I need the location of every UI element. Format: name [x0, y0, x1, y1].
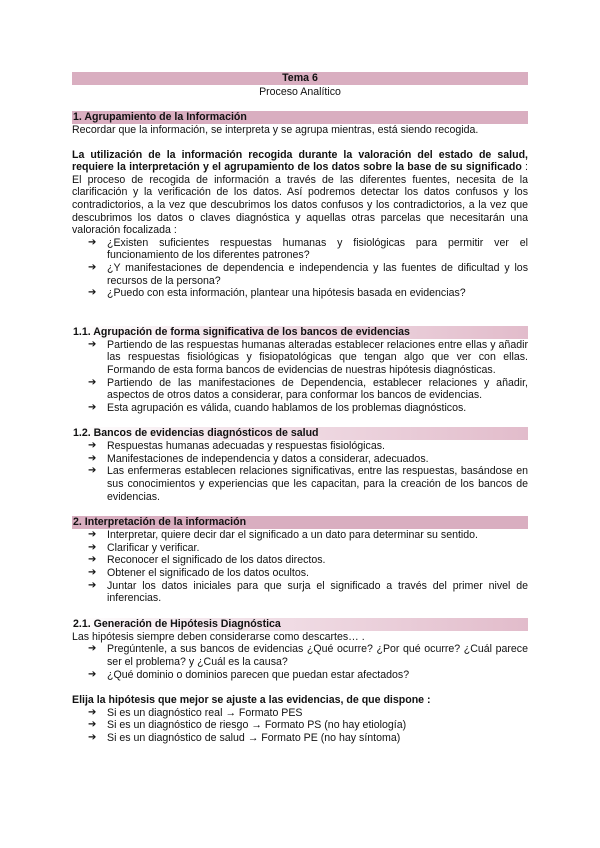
right-arrow-icon: ➔: [88, 719, 97, 731]
final-list: [72, 707, 528, 745]
list-item: [88, 402, 528, 415]
document-page: [72, 70, 528, 745]
list-item-text: Obtener el significado de los datos ocultos.: [107, 567, 309, 580]
right-arrow-icon: ➔: [88, 236, 97, 248]
section-2-list: [72, 529, 528, 605]
right-arrow-icon: ➔: [88, 541, 97, 553]
list-item-text: Si es un diagnóstico de salud → Formato PE (no hay síntoma): [107, 731, 401, 744]
right-arrow-icon: ➔: [88, 452, 97, 464]
section-1-bold-lead: La utilización de la información recogida durante la valoración del estado de salud, requiere la interpretación y el agrupamiento de los datos sobre la base de su significado: [72, 148, 528, 174]
right-arrow-icon: ➔: [88, 338, 97, 350]
list-item: [88, 719, 528, 732]
list-item: [88, 262, 528, 287]
right-arrow-icon: ➔: [88, 261, 97, 273]
list-item-text: ¿Puedo con esta información, plantear una hipótesis basada en evidencias?: [107, 287, 466, 300]
right-arrow-icon: ➔: [88, 401, 97, 413]
list-item: [88, 732, 528, 745]
list-item: [88, 542, 528, 555]
right-arrow-icon: ➔: [88, 668, 97, 680]
list-item: [88, 643, 528, 668]
section-1-2-list: [72, 440, 528, 503]
right-arrow-icon: ➔: [88, 731, 97, 743]
list-item-text: Reconocer el significado de los datos directos.: [107, 554, 326, 567]
list-item: [88, 339, 528, 377]
final-heading-text: Elija la hipótesis que mejor se ajuste a las evidencias, de que dispone :: [72, 694, 431, 707]
list-item: [88, 465, 528, 503]
list-item: [88, 440, 528, 453]
section-2-1-list: [72, 643, 528, 681]
section-heading-2-1: 2.1. Generación de Hipótesis Diagnóstica: [72, 618, 528, 631]
section-1-body: : El proceso de recogida de información a través de las diferentes fuentes, necesita de la clarificación y la verificación de los datos. Así podremos detectar los datos confusos y los contradictorios, a la vez que descubrimos los datos confusos y los contradictorios, a la vez que descubrimos los datos o claves diagnóstica y aquellas otras parcelas que necesitarán una valoración focalizada :: [72, 161, 528, 237]
list-item-text: Pregúntenle, a sus bancos de evidencias ¿Qué ocurre? ¿Por qué ocurre? ¿Cuál parece ser el problema? y ¿Cuál es la causa?: [107, 643, 528, 668]
list-item-text: Respuestas humanas adecuadas y respuestas fisiológicas.: [107, 440, 385, 453]
right-arrow-icon: ➔: [88, 529, 97, 541]
list-item: [88, 237, 528, 262]
section-1-paragraph: [72, 149, 528, 237]
section-1-1-list: [72, 339, 528, 415]
list-item-text: Si es un diagnóstico de riesgo → Formato PS (no hay etiología): [107, 719, 407, 732]
list-item: [88, 287, 528, 300]
right-arrow-icon: ➔: [88, 643, 97, 655]
list-item: [88, 529, 528, 542]
list-item-text: ¿Qué dominio o dominios parecen que puedan estar afectados?: [107, 668, 410, 681]
right-arrow-icon: ➔: [88, 440, 97, 452]
list-item: [88, 377, 528, 402]
section-heading-1-2: 1.2. Bancos de evidencias diagnósticos de salud: [72, 427, 528, 440]
list-item: [88, 554, 528, 567]
list-item-text: Si es un diagnóstico real → Formato PES: [107, 706, 303, 719]
final-heading: [72, 694, 528, 707]
right-arrow-icon: ➔: [88, 579, 97, 591]
list-item-text: Las enfermeras establecen relaciones significativas, entre las respuestas, basándose en sus conocimientos y experiencias que les capacitan, para la creación de los bancos de evidencias.: [107, 465, 528, 503]
list-item-text: Interpretar, quiere decir dar el significado a un dato para determinar su sentido.: [107, 529, 478, 542]
section-heading-1-1: 1.1. Agrupación de forma significativa de los bancos de evidencias: [72, 326, 528, 339]
list-item-text: Partiendo de las respuestas humanas alteradas establecer relaciones entre ellas y añadir las respuestas fisiológicas y fisiopatológicas que tengan algo que ver con ellas. Formando de esta forma bancos de evidencias de nuestras hipótesis diagnósticas.: [107, 338, 528, 376]
list-item: [88, 707, 528, 720]
list-item-text: Juntar los datos iniciales para que surja el significado a través del primer nivel de inferencias.: [107, 579, 528, 605]
list-item: [88, 567, 528, 580]
list-item-text: Clarificar y verificar.: [107, 541, 200, 554]
list-item: [88, 453, 528, 466]
list-item-text: Partiendo de las manifestaciones de Dependencia, establecer relaciones y añadir, aspectos de otros datos a considerar, para conformar los bancos de evidencias.: [107, 376, 528, 402]
right-arrow-icon: ➔: [88, 706, 97, 718]
list-item: [88, 669, 528, 682]
right-arrow-icon: ➔: [88, 567, 97, 579]
list-item-text: ¿Y manifestaciones de dependencia e independencia y las fuentes de dificultad y los recursos de la persona?: [107, 261, 528, 287]
section-heading-2: 2. Interpretación de la información: [72, 516, 528, 529]
right-arrow-icon: ➔: [88, 376, 97, 388]
document-subtitle: Proceso Analítico: [259, 86, 341, 98]
list-item-text: Esta agrupación es válida, cuando hablamos de los problemas diagnósticos.: [107, 401, 467, 414]
section-heading-1: 1. Agrupamiento de la Información: [72, 111, 528, 124]
right-arrow-icon: ➔: [88, 287, 97, 299]
right-arrow-icon: ➔: [88, 465, 97, 477]
list-item-text: Manifestaciones de independencia y datos a considerar, adecuados.: [107, 452, 429, 465]
right-arrow-icon: ➔: [88, 554, 97, 566]
section-1-intro: Recordar que la información, se interpreta y se agrupa mientras, está siendo recogida.: [72, 124, 479, 136]
list-item: [88, 580, 528, 605]
list-item-text: ¿Existen suficientes respuestas humanas y fisiológicas para permitir ver el funcionamiento de los diferentes patrones?: [107, 236, 528, 262]
document-title: Tema 6: [72, 72, 528, 85]
section-1-list: [72, 237, 528, 300]
section-2-1-intro: Las hipótesis siempre deben considerarse como descartes… .: [72, 630, 365, 643]
